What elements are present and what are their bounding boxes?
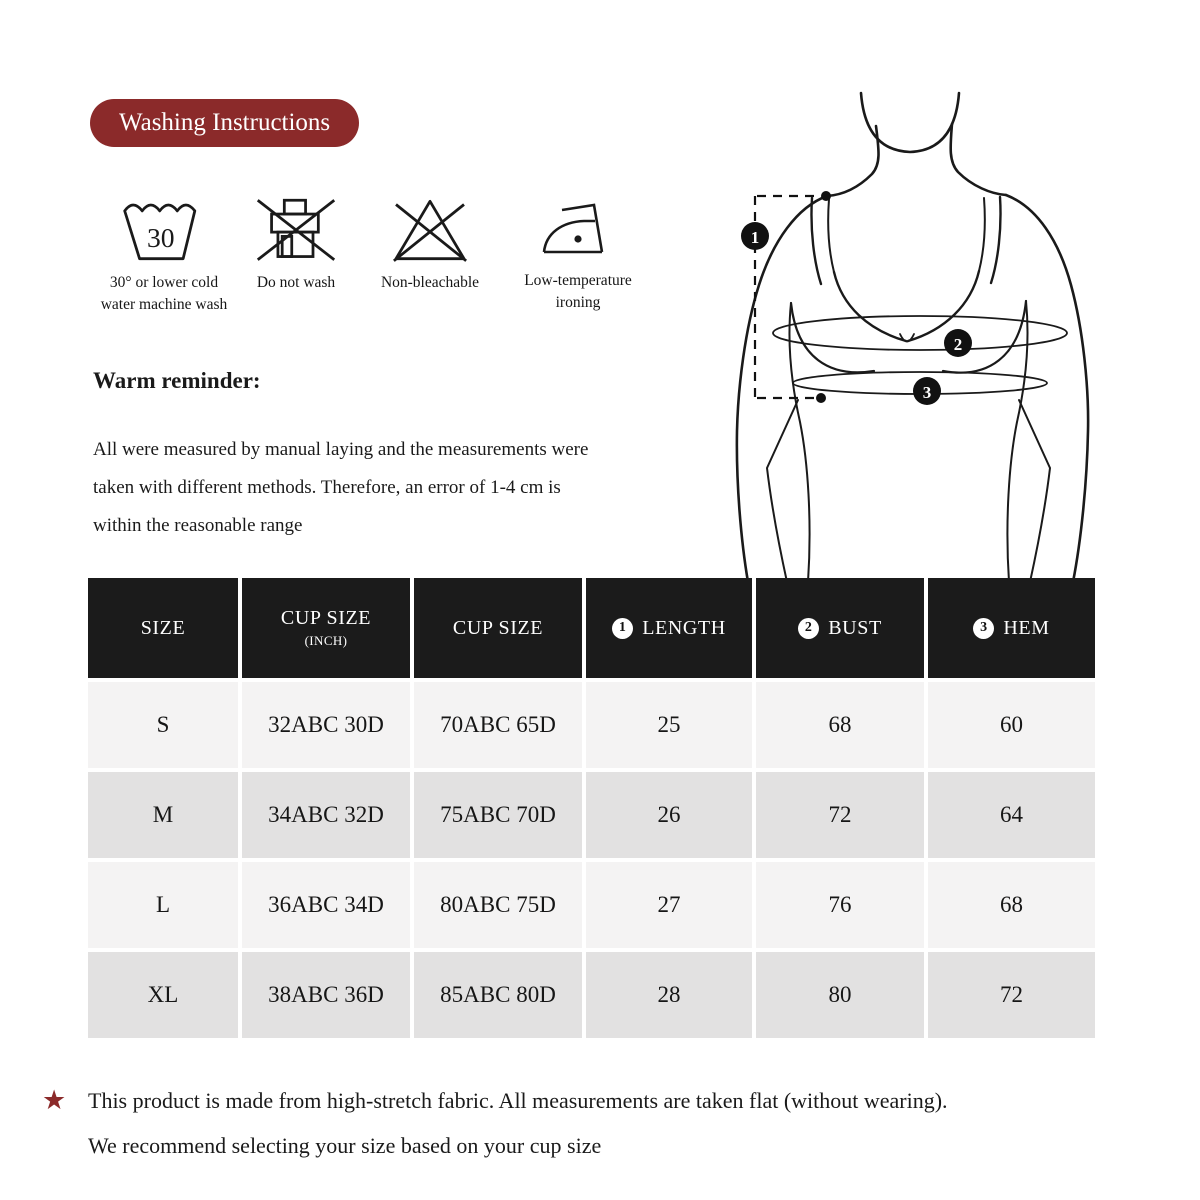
svg-text:1: 1 <box>750 228 760 247</box>
do-not-wash-icon <box>250 196 342 264</box>
col-header-cup-size-inch <box>242 578 410 678</box>
cell-cup-inch: 32ABC 30D <box>242 682 410 768</box>
cell-length: 27 <box>586 862 752 948</box>
cell-hem: 68 <box>928 862 1095 948</box>
cell-size: L <box>88 862 238 948</box>
col-header-hem <box>928 578 1095 678</box>
care-label: Do not wash <box>256 274 336 291</box>
cell-size: XL <box>88 952 238 1038</box>
col-header-size <box>88 578 238 678</box>
svg-text:3: 3 <box>922 383 932 402</box>
col-label: SIZE <box>140 616 186 639</box>
care-label: Low-temperature ironing <box>524 272 632 311</box>
footnote-line-1: This product is made from high-stretch fabric. All measurements are taken flat (without wearing). <box>88 1088 948 1113</box>
cell-cup-cm: 85ABC 80D <box>414 952 582 1038</box>
star-icon: ★ <box>42 1085 67 1115</box>
diagram-marker-3 <box>913 377 941 405</box>
marker-3-badge: 3 <box>973 618 994 639</box>
col-sublabel: (INCH) <box>304 633 348 648</box>
cell-size: S <box>88 682 238 768</box>
warm-reminder-text: All were measured by manual laying and the measurements were taken with different methods. Therefore, an error of 1-4 cm is within the reasonable range <box>93 439 589 536</box>
shoulder-point-dot <box>821 191 831 201</box>
cell-length: 26 <box>586 772 752 858</box>
care-item-low-temp-ironing <box>498 196 658 314</box>
torso-line-art <box>700 80 1195 585</box>
diagram-marker-2 <box>944 329 972 357</box>
cell-length: 25 <box>586 682 752 768</box>
care-item-machine-wash <box>78 196 250 316</box>
col-header-cup-size <box>414 578 582 678</box>
care-item-do-not-wash <box>230 196 362 294</box>
cell-cup-inch: 36ABC 34D <box>242 862 410 948</box>
diagram-marker-1 <box>741 222 769 250</box>
cell-cup-inch: 38ABC 36D <box>242 952 410 1038</box>
svg-text:2: 2 <box>953 335 963 354</box>
size-chart-table <box>88 578 1095 1038</box>
warm-reminder-title: Warm reminder: <box>93 368 261 393</box>
washing-instructions-badge <box>90 99 359 147</box>
cell-bust: 68 <box>756 682 924 768</box>
cell-bust: 72 <box>756 772 924 858</box>
wash-temp-value: 30 <box>147 222 175 253</box>
cell-hem: 60 <box>928 682 1095 768</box>
cell-bust: 80 <box>756 952 924 1038</box>
col-label: LENGTH <box>642 616 726 639</box>
machine-wash-30-icon <box>116 196 212 264</box>
body-measurement-diagram <box>700 80 1195 585</box>
care-label: 30° or lower cold water machine wash <box>100 274 228 313</box>
non-bleachable-icon <box>384 196 476 264</box>
cell-cup-inch: 34ABC 32D <box>242 772 410 858</box>
cell-cup-cm: 70ABC 65D <box>414 682 582 768</box>
col-label: CUP SIZE <box>452 616 544 639</box>
col-label: HEM <box>1003 616 1050 639</box>
care-label: Non-bleachable <box>380 274 480 291</box>
footnote-line-2: We recommend selecting your size based on your cup size <box>88 1133 602 1158</box>
col-header-length <box>586 578 752 678</box>
low-temperature-ironing-icon <box>535 196 621 262</box>
cell-hem: 72 <box>928 952 1095 1038</box>
cell-size: M <box>88 772 238 858</box>
cell-bust: 76 <box>756 862 924 948</box>
marker-2-badge: 2 <box>798 618 819 639</box>
marker-1-badge: 1 <box>612 618 633 639</box>
badge-label: Washing Instructions <box>119 109 331 136</box>
hem-point-dot <box>816 393 826 403</box>
care-item-non-bleachable <box>352 196 508 294</box>
col-label: BUST <box>828 616 882 639</box>
col-header-bust <box>756 578 924 678</box>
bust-measure-ellipse <box>773 316 1067 350</box>
cell-hem: 64 <box>928 772 1095 858</box>
cell-cup-cm: 75ABC 70D <box>414 772 582 858</box>
product-footnote <box>42 1078 1182 1168</box>
cell-cup-cm: 80ABC 75D <box>414 862 582 948</box>
col-label: CUP SIZE <box>280 607 372 629</box>
cell-length: 28 <box>586 952 752 1038</box>
